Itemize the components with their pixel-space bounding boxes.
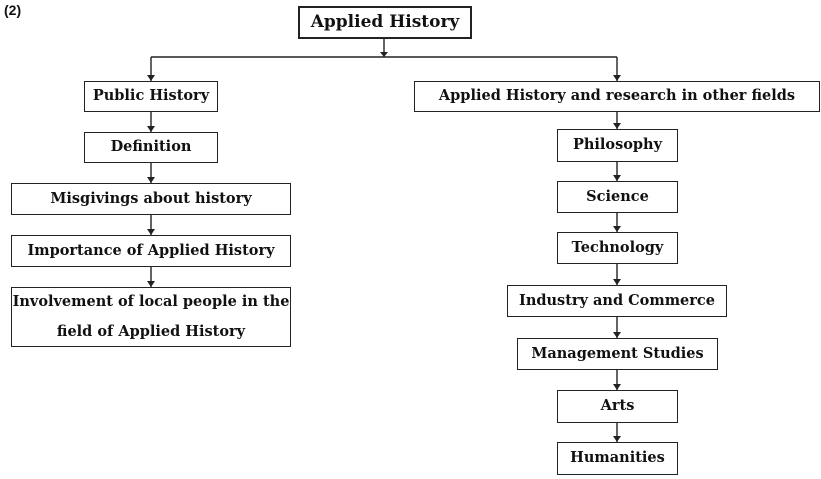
philosophy-box: Philosophy [557, 129, 678, 162]
humanities-box: Humanities [557, 442, 678, 475]
industry-commerce-box: Industry and Commerce [507, 285, 727, 317]
importance-box: Importance of Applied History [11, 235, 291, 267]
science-box: Science [557, 181, 678, 213]
arts-box: Arts [557, 390, 678, 423]
public-history-box: Public History [84, 81, 218, 112]
management-studies-box: Management Studies [517, 338, 718, 370]
definition-box: Definition [84, 132, 218, 163]
right-title-box: Applied History and research in other fields [414, 81, 820, 112]
arrowhead-root [380, 52, 388, 57]
question-number: (2) [4, 2, 22, 18]
misgivings-box: Misgivings about history [11, 183, 291, 215]
involvement-box: Involvement of local people in the field of Applied History [11, 287, 291, 347]
root-box: Applied History [298, 6, 472, 39]
technology-box: Technology [557, 232, 678, 264]
